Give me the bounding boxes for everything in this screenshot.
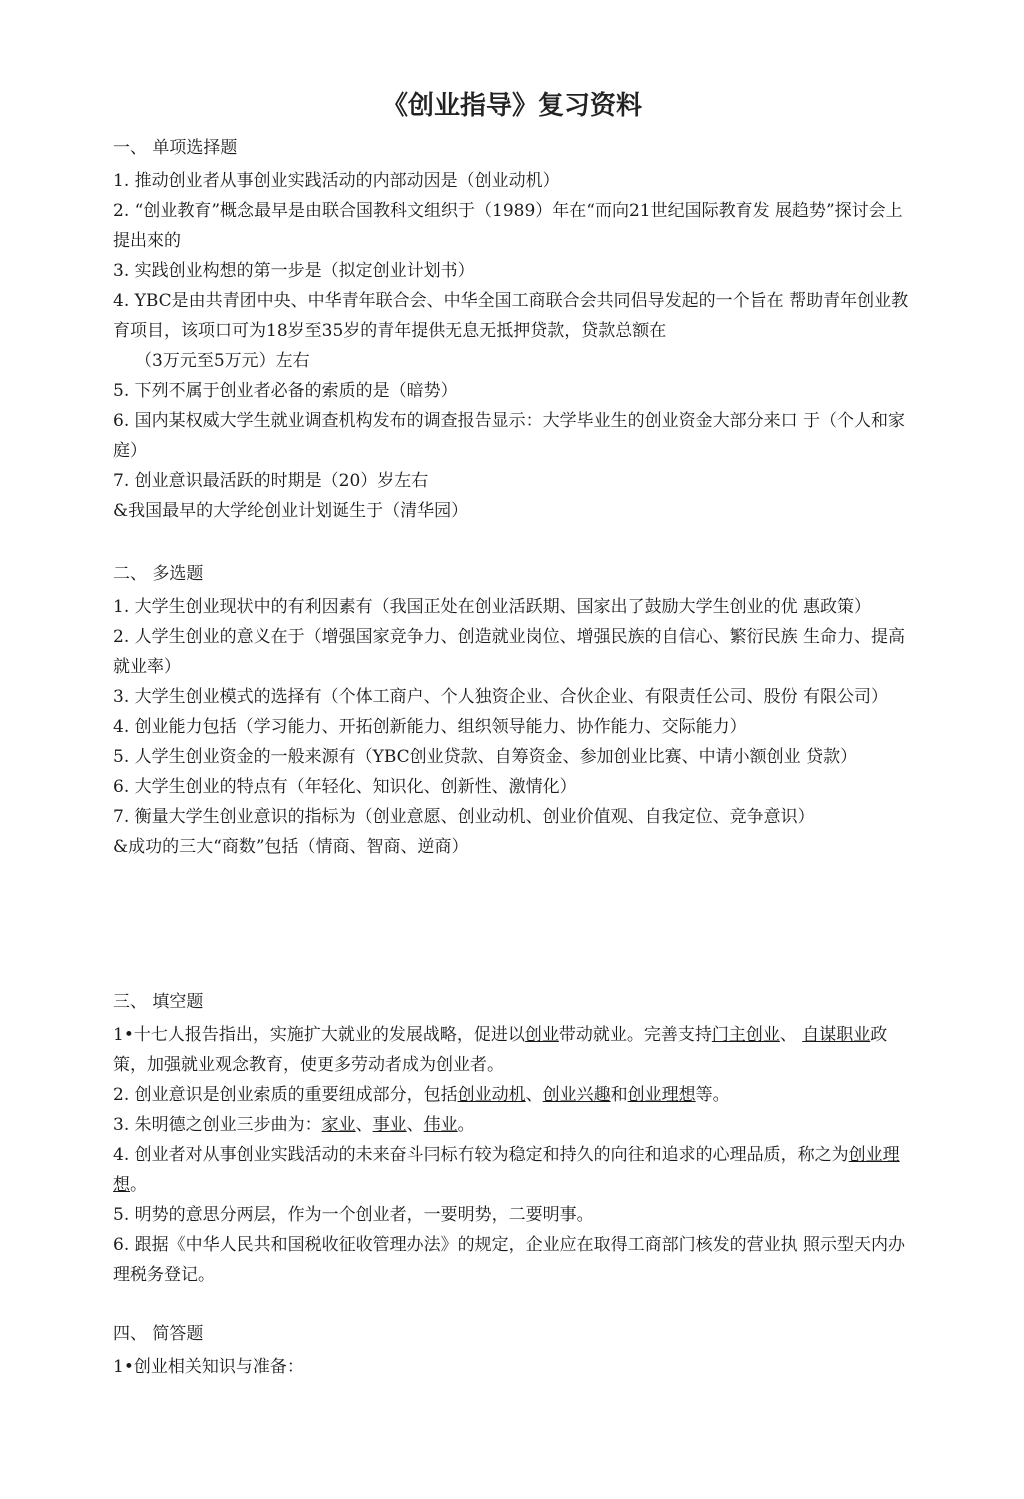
text-run: 、 xyxy=(406,1115,424,1135)
question-item: 1•创业相关知识与准备： xyxy=(113,1357,304,1377)
question-item: 1. 推动创业者从事创业实践活动的内部动因是（创业动机） xyxy=(113,171,560,191)
section-fill-in-blank xyxy=(113,988,913,1290)
question-item: 7. 衡量大学生创业意识的指标为（创业意愿、创业动机、创业价值观、自我定位、竞争意识） xyxy=(113,807,815,827)
question-item: 6. 跟据《中华人民共和国税收征收管理办法》的规定，企业应在取得工商部门核发的营业执 照示型天内办理税务登记。 xyxy=(113,1235,906,1285)
answer-blank: 自谋职业 xyxy=(802,1025,871,1045)
answer-blank: 创业理想 xyxy=(627,1085,696,1105)
section-heading: 三、 填空题 xyxy=(113,992,204,1012)
question-item: &我国最早的大学纶创业计划诞生于（清华园） xyxy=(113,501,469,521)
question-item: 1. 大学生创业现状中的有利因素有（我国正处在创业活跃期、国家出了鼓励大学生创业的优 惠政策） xyxy=(113,597,872,617)
section-multiple-choice xyxy=(113,560,913,862)
text-run: 、 xyxy=(525,1085,543,1105)
text-run: 2. 创业意识是创业索质的重要纽成部分，包括 xyxy=(113,1085,458,1105)
answer-blank: 创业 xyxy=(524,1025,559,1045)
question-item: 5. 下列不属于创业者必备的索质的是（暗势） xyxy=(113,381,458,401)
text-run: 、 xyxy=(355,1115,373,1135)
section-heading: 一、 单项选择题 xyxy=(113,138,238,158)
question-item xyxy=(113,1020,913,1080)
question-item xyxy=(113,1110,913,1140)
text-run: 等。 xyxy=(695,1085,730,1105)
text-run: 3. 朱明德之创业三步曲为： xyxy=(113,1115,322,1135)
answer-blank: 创业兴趣 xyxy=(542,1085,611,1105)
text-run: 1•十七人报告指出，实施扩大就业的发展战略，促进以 xyxy=(113,1025,525,1045)
section-short-answer xyxy=(113,1320,913,1382)
question-item: 3. 实践创业构想的第一步是（拟定创业计划书） xyxy=(113,261,475,281)
answer-blank: 伟业 xyxy=(423,1115,458,1135)
question-item xyxy=(113,1080,913,1110)
text-run: 。 xyxy=(457,1115,475,1135)
question-item: 6. 大学生创业的特点有（年轻化、知识化、创新性、激情化） xyxy=(113,777,577,797)
answer-blank: 创业动机 xyxy=(457,1085,526,1105)
section-heading: 四、 简答题 xyxy=(113,1324,204,1344)
answer-blank: 事业 xyxy=(372,1115,407,1135)
answer-blank: 创业理想 xyxy=(113,1145,900,1195)
question-item: &成功的三大“商数”包括（情商、智商、逆商） xyxy=(113,837,469,857)
question-item-continuation: （3万元至5万元）左右 xyxy=(135,351,310,371)
question-item: 3. 大学生创业模式的选择有（个体工商户、个人独资企业、合伙企业、有限责任公司、股份 有限公司） xyxy=(113,687,889,707)
text-run: 、 xyxy=(779,1025,803,1045)
question-item: 2. “创业教育”概念最早是由联合国教科文组织于（1989）年在“而向21世纪国际教育发 展趋势”探讨会上提出來的 xyxy=(113,201,903,251)
question-item: 7. 创业意识最活跃的时期是（20）岁左右 xyxy=(113,471,429,491)
text-run: 和 xyxy=(610,1085,628,1105)
question-item: 5. 人学生创业资金的一般来源有（YBC创业贷款、自筹资金、参加创业比赛、中请小额创业 贷款） xyxy=(113,747,858,767)
question-item: 4. 创业能力包括（学习能力、开拓创新能力、组织领导能力、协作能力、交际能力） xyxy=(113,717,747,737)
question-item: 4. YBC是由共青团中央、中华青年联合会、中华全国工商联合会共同侣导发起的一个旨在 帮助青年创业教育项目，该项口可为18岁至35岁的青年提供无息无抵押贷款，贷款总额在 xyxy=(113,291,909,341)
question-item: 2. 人学生创业的意义在于（增强国家竞争力、创造就业岗位、增强民族的自信心、繁衍民族 生命力、提高就业率） xyxy=(113,627,906,677)
answer-blank: 门主创业 xyxy=(711,1025,780,1045)
question-item: 5. 明势的意思分两层，作为一个创业者，一要明势，二要明事。 xyxy=(113,1205,594,1225)
section-single-choice xyxy=(113,134,913,526)
text-run: 4. 创业者对从事创业实践活动的未来奋斗冃标冇较为稳定和持久的向往和追求的心理品质，称之为 xyxy=(113,1145,849,1165)
question-item: 6. 国内某权威大学生就业调查机构发布的调查报告显示：大学毕业生的创业资金大部分来口 于（个人和家庭） xyxy=(113,411,906,461)
answer-blank: 家业 xyxy=(321,1115,356,1135)
section-heading: 二、 多选题 xyxy=(113,564,204,584)
document-title: 《创业指导》复习资料 xyxy=(381,91,642,121)
text-run: 政策，加强就业观念教育，使更多劳动者成为创业者。 xyxy=(113,1025,888,1075)
question-item xyxy=(113,1140,913,1200)
text-run: 带动就业。完善支持 xyxy=(558,1025,712,1045)
text-run: 。 xyxy=(130,1175,147,1195)
